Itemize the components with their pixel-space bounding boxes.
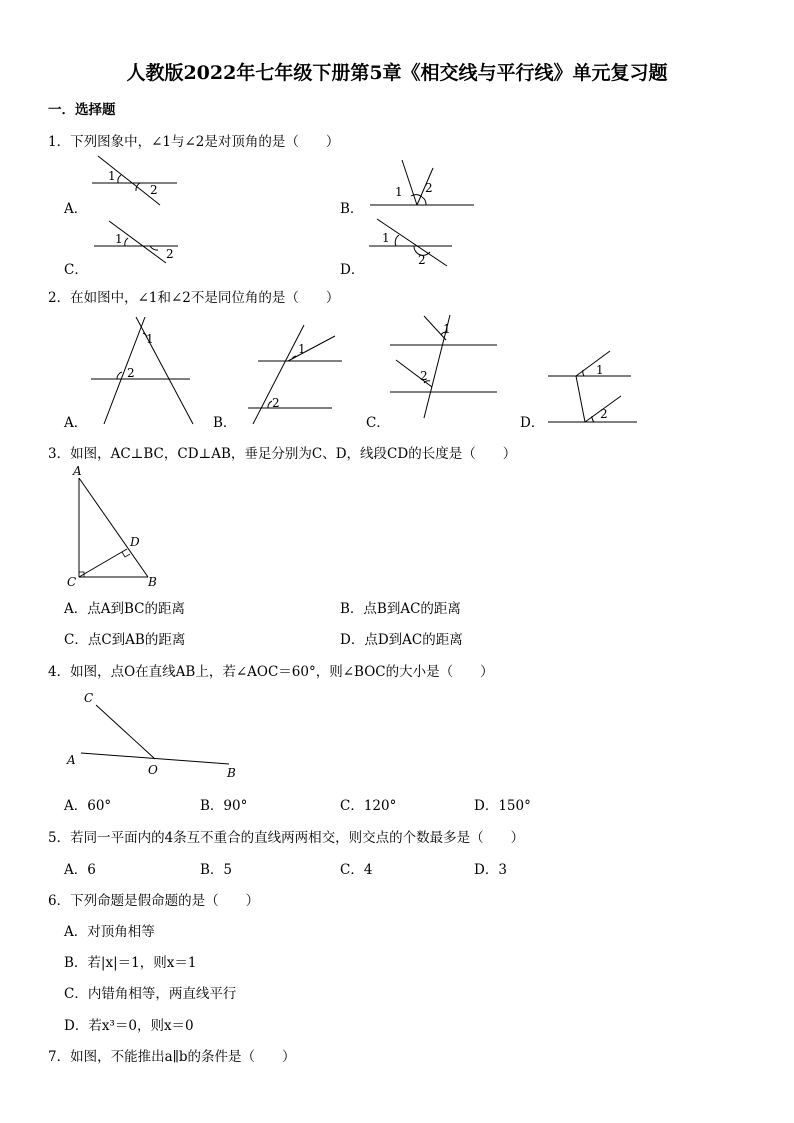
question-5-stem: 5．若同一平面内的4条互不重合的直线两两相交，则交点的个数最多是（ ） — [48, 830, 525, 846]
q6-option-d: D．若x³＝0，则x＝0 — [64, 1018, 194, 1034]
q2d-angle1-label: 1 — [596, 363, 604, 377]
q1-option-a: A． — [64, 201, 88, 217]
q1b-angle2-label: 2 — [425, 181, 433, 195]
q4-label-c: C — [84, 691, 94, 705]
q1c-angle2-label: 2 — [166, 247, 174, 261]
question-2-stem: 2．在如图中，∠1和∠2不是同位角的是（ ） — [48, 290, 340, 306]
q2b-angle2-label: 2 — [272, 396, 280, 410]
q2c-angle2-label: 2 — [420, 369, 428, 383]
q3-option-b: B．点B到AC的距离 — [340, 601, 461, 617]
q3-label-d: D — [130, 535, 140, 549]
q5-option-c: C．4 — [340, 862, 373, 878]
question-6-stem: 6．下列命题是假命题的是（ ） — [48, 893, 260, 909]
q6-option-a: A．对顶角相等 — [64, 924, 155, 940]
q1c-angle1-label: 1 — [115, 232, 123, 246]
q3-label-a: A — [73, 464, 82, 478]
q1a-angle1-label: 1 — [108, 169, 116, 183]
q3-option-c: C．点C到AB的距离 — [64, 632, 186, 648]
q2-option-d: D． — [520, 415, 545, 431]
q3-option-a: A．点A到BC的距离 — [64, 601, 185, 617]
q1-option-c: C． — [64, 262, 88, 278]
q2d-angle2-label: 2 — [600, 407, 608, 421]
section-heading: 一．选择题 — [48, 102, 116, 118]
q1a-angle2-label: 2 — [150, 183, 158, 197]
q4-option-d: D．150° — [474, 798, 531, 814]
q5-option-d: D．3 — [474, 862, 507, 878]
question-4-stem: 4．如图，点O在直线AB上，若∠AOC＝60°，则∠BOC的大小是（ ） — [48, 664, 494, 680]
q1-option-b: B． — [340, 201, 364, 217]
q4-label-a: A — [67, 753, 76, 767]
q1d-angle1-label: 1 — [382, 231, 390, 245]
q2-option-c: C． — [366, 415, 390, 431]
q5-option-a: A．6 — [64, 862, 96, 878]
q4-option-a: A．60° — [64, 798, 112, 814]
q2b-angle1-label: 1 — [298, 342, 306, 356]
q2a-angle2-label: 2 — [127, 366, 135, 380]
q6-option-b: B．若|x|＝1，则x＝1 — [64, 955, 197, 971]
q2c-angle1-label: 1 — [443, 322, 451, 336]
q4-option-c: C．120° — [340, 798, 397, 814]
page-title: 人教版2022年七年级下册第5章《相交线与平行线》单元复习题 — [126, 62, 668, 84]
q3-label-c: C — [67, 575, 77, 589]
q1-option-d: D． — [340, 262, 365, 278]
q4-label-b: B — [227, 766, 236, 780]
q4-option-b: B．90° — [200, 798, 248, 814]
q3-option-d: D．点D到AC的距离 — [340, 632, 463, 648]
q3-label-b: B — [148, 575, 157, 589]
q2-option-b: B． — [213, 415, 237, 431]
q5-option-b: B．5 — [200, 862, 233, 878]
q4-label-o: O — [148, 763, 158, 777]
question-7-stem: 7．如图，不能推出a∥b的条件是（ ） — [48, 1049, 296, 1065]
q2a-angle1-label: 1 — [146, 332, 154, 346]
q1b-angle1-label: 1 — [395, 185, 403, 199]
question-3-stem: 3．如图，AC⊥BC，CD⊥AB，垂足分别为C、D，线段CD的长度是（ ） — [48, 446, 517, 462]
q2-option-a: A． — [64, 415, 88, 431]
q1d-angle2-label: 2 — [418, 253, 426, 267]
question-1-stem: 1．下列图象中，∠1与∠2是对顶角的是（ ） — [48, 134, 340, 150]
q6-option-c: C．内错角相等，两直线平行 — [64, 986, 237, 1002]
